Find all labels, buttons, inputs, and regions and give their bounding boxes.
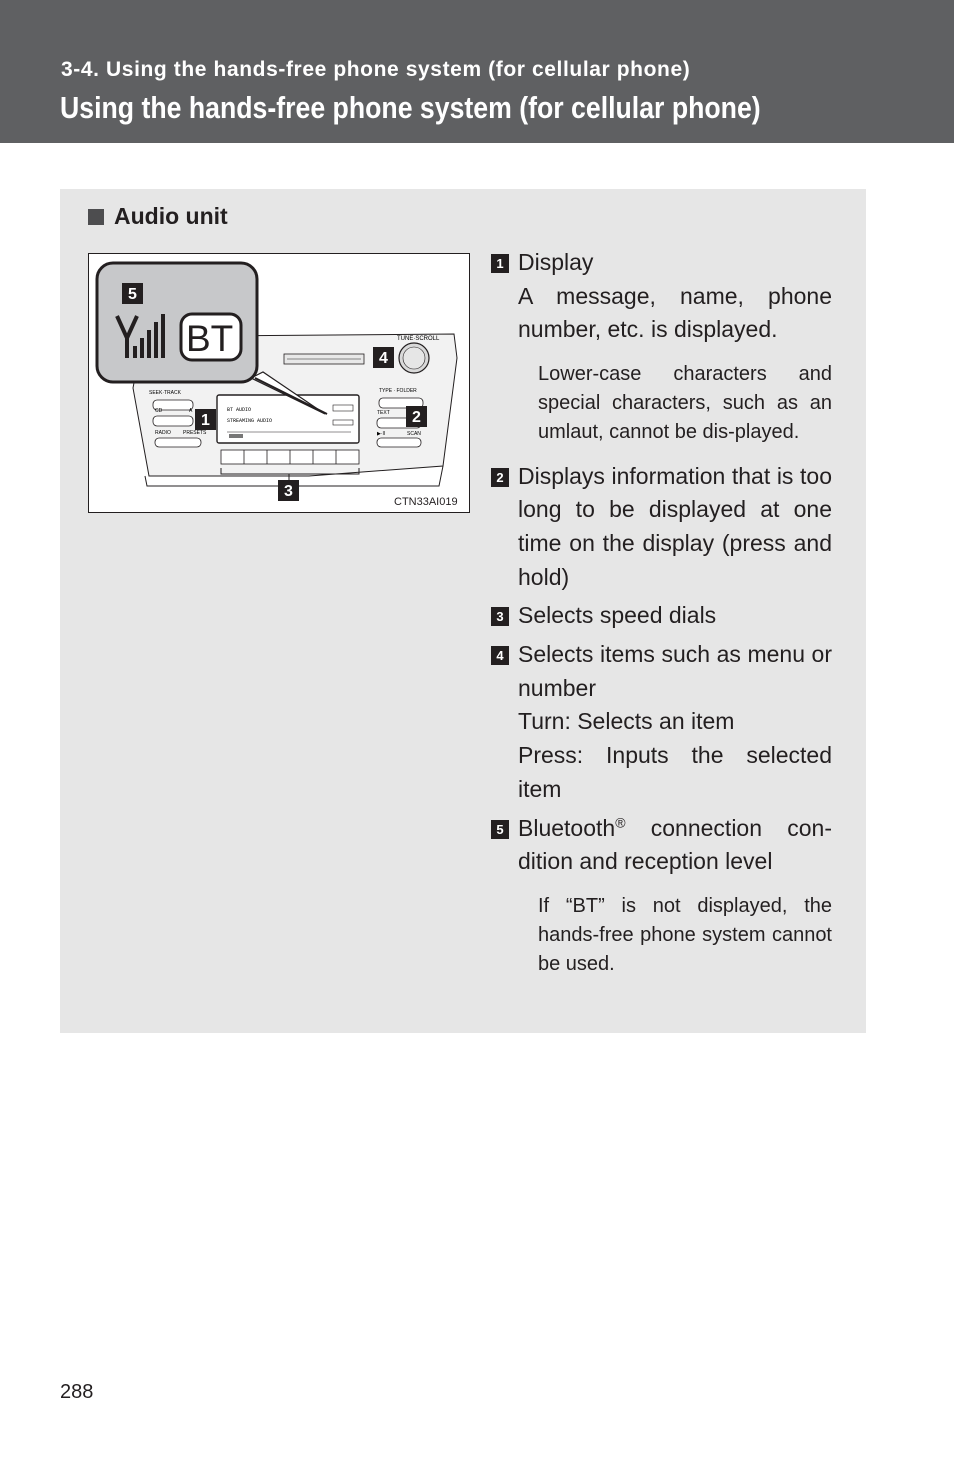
square-bullet-icon xyxy=(88,209,104,225)
bluetooth-text: Bluetooth xyxy=(518,814,616,841)
item-text: Selects items such as menu or number xyxy=(518,641,832,701)
list-item xyxy=(491,460,832,595)
type-folder-label: TYPE · FOLDER xyxy=(379,388,417,394)
audio-unit-illustration xyxy=(89,254,469,512)
item-text: Turn: Selects an item xyxy=(518,708,735,735)
section-heading-text: Audio unit xyxy=(114,203,228,229)
item-number: 5 xyxy=(491,820,509,839)
scan-label: SCAN xyxy=(407,431,421,437)
text-label: TEXT xyxy=(377,410,390,416)
item-note: If “BT” is not displayed, the hands-free phone system cannot be used. xyxy=(538,894,832,975)
callout-3: 3 xyxy=(284,483,293,500)
item-title: Display xyxy=(518,249,594,275)
radio-label: RADIO xyxy=(155,430,171,436)
page-number: 288 xyxy=(60,1381,94,1403)
bt-indicator-text: BT xyxy=(186,318,234,359)
item-text: Displays information that is too long to be displayed at one time on the display (press and hold) xyxy=(518,462,832,590)
display-bt-audio-text: BT AUDIO xyxy=(227,407,252,413)
cd-label: CD xyxy=(155,408,163,414)
callout-descriptions xyxy=(491,246,832,991)
item-text-rest: connection con-dition and reception level xyxy=(518,814,832,875)
page-title: Using the hands-free phone system (for cellular phone) xyxy=(60,90,761,125)
a-label: A xyxy=(189,408,193,414)
presets-label: PRESETS xyxy=(183,430,207,436)
tune-scroll-label: TUNE·SCROLL xyxy=(397,336,440,342)
list-item xyxy=(491,246,832,347)
item-text xyxy=(518,812,832,879)
page-header xyxy=(0,0,954,143)
figure-code: CTN33AI019 xyxy=(394,496,458,508)
item-number: 1 xyxy=(491,254,509,273)
section-heading xyxy=(88,203,228,230)
play-pause-label: ▶·II xyxy=(377,431,386,437)
seek-track-label: SEEK·TRACK xyxy=(149,390,181,396)
callout-2: 2 xyxy=(412,409,421,426)
registered-mark: ® xyxy=(615,813,626,830)
display-streaming-text: STREAMING AUDIO xyxy=(227,418,273,424)
item-text: Press: Inputs the selected item xyxy=(518,742,832,802)
callout-4: 4 xyxy=(379,350,388,367)
item-text: Selects speed dials xyxy=(518,602,717,629)
item-text: A message, name, phone number, etc. is displayed. xyxy=(518,282,832,343)
list-item xyxy=(491,638,832,807)
callout-5: 5 xyxy=(128,286,137,303)
list-item xyxy=(491,812,832,879)
item-number: 2 xyxy=(491,468,509,487)
callout-1: 1 xyxy=(201,412,210,429)
item-number: 3 xyxy=(491,607,509,626)
item-note: Lower-case characters and special characters, such as an umlaut, cannot be dis-played. xyxy=(538,363,832,443)
audio-unit-figure xyxy=(88,253,470,513)
item-number: 4 xyxy=(491,646,509,665)
section-subtitle: 3-4. Using the hands-free phone system (for cellular phone) xyxy=(61,58,691,81)
list-item xyxy=(491,599,832,633)
